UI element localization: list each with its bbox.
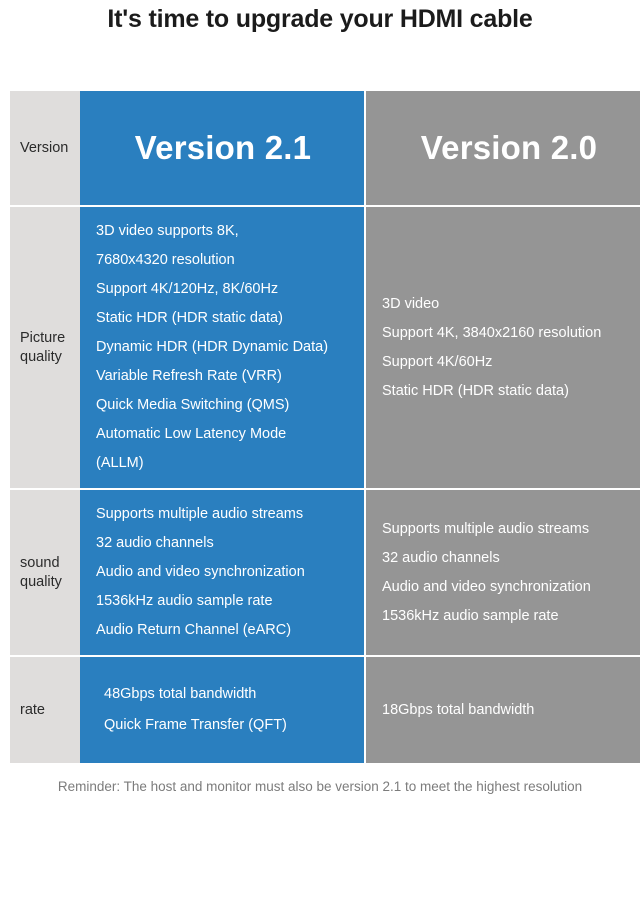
- list-item: Audio and video synchronization: [96, 564, 305, 580]
- list-item: Support 4K, 3840x2160 resolution: [382, 324, 602, 341]
- list-item: Supports multiple audio streams: [96, 506, 304, 522]
- list-item: Variable Refresh Rate (VRR): [96, 368, 282, 384]
- feature-list: [382, 695, 636, 726]
- list-item: (ALLM): [96, 455, 144, 471]
- page-title: It's time to upgrade your HDMI cable: [107, 5, 533, 33]
- picture-quality-v21: [80, 206, 365, 489]
- list-item: 3D video supports 8K,: [96, 223, 239, 239]
- sound-quality-v20: [365, 489, 640, 656]
- picture-quality-v20: [365, 206, 640, 489]
- row-label-picture-quality: Picture quality: [10, 206, 80, 489]
- list-item: Support 4K/60Hz: [382, 353, 493, 370]
- list-item: Automatic Low Latency Mode: [96, 426, 287, 442]
- table-row: [10, 206, 640, 489]
- list-item: Audio and video synchronization: [382, 578, 591, 595]
- list-item: 7680x4320 resolution: [96, 252, 235, 268]
- footer-reminder: Reminder: The host and monitor must also be version 2.1 to meet the highest resolution: [57, 779, 583, 794]
- table-header-row: [10, 91, 640, 206]
- sound-quality-v21: [80, 489, 365, 656]
- list-item: 48Gbps total bandwidth: [104, 686, 257, 702]
- list-item: Quick Media Switching (QMS): [96, 397, 290, 413]
- list-item: Dynamic HDR (HDR Dynamic Data): [96, 339, 329, 355]
- feature-list: [96, 217, 350, 478]
- list-item: 18Gbps total bandwidth: [382, 701, 535, 718]
- comparison-table: [10, 91, 640, 765]
- list-item: Static HDR (HDR static data): [96, 310, 283, 326]
- list-item: Audio Return Channel (eARC): [96, 622, 292, 638]
- rate-v20: [365, 656, 640, 764]
- feature-list: [96, 679, 350, 741]
- feature-list: [382, 515, 636, 631]
- rate-v21: [80, 656, 365, 764]
- row-label-rate: rate: [10, 656, 80, 764]
- list-item: 32 audio channels: [96, 535, 214, 551]
- list-item: 32 audio channels: [382, 549, 500, 566]
- header-version-20: Version 2.0: [365, 91, 640, 206]
- table-row: [10, 656, 640, 764]
- list-item: 3D video: [382, 295, 440, 312]
- feature-list: [382, 290, 636, 406]
- list-item: 1536kHz audio sample rate: [96, 593, 273, 609]
- header-version-21: Version 2.1: [80, 91, 365, 206]
- row-label-sound-quality: sound quality: [10, 489, 80, 656]
- table-row: [10, 489, 640, 656]
- header-label-cell: Version: [10, 91, 80, 206]
- list-item: Supports multiple audio streams: [382, 520, 590, 537]
- list-item: Quick Frame Transfer (QFT): [104, 717, 287, 733]
- list-item: 1536kHz audio sample rate: [382, 607, 559, 624]
- list-item: Support 4K/120Hz, 8K/60Hz: [96, 281, 279, 297]
- list-item: Static HDR (HDR static data): [382, 382, 569, 399]
- feature-list: [96, 500, 350, 645]
